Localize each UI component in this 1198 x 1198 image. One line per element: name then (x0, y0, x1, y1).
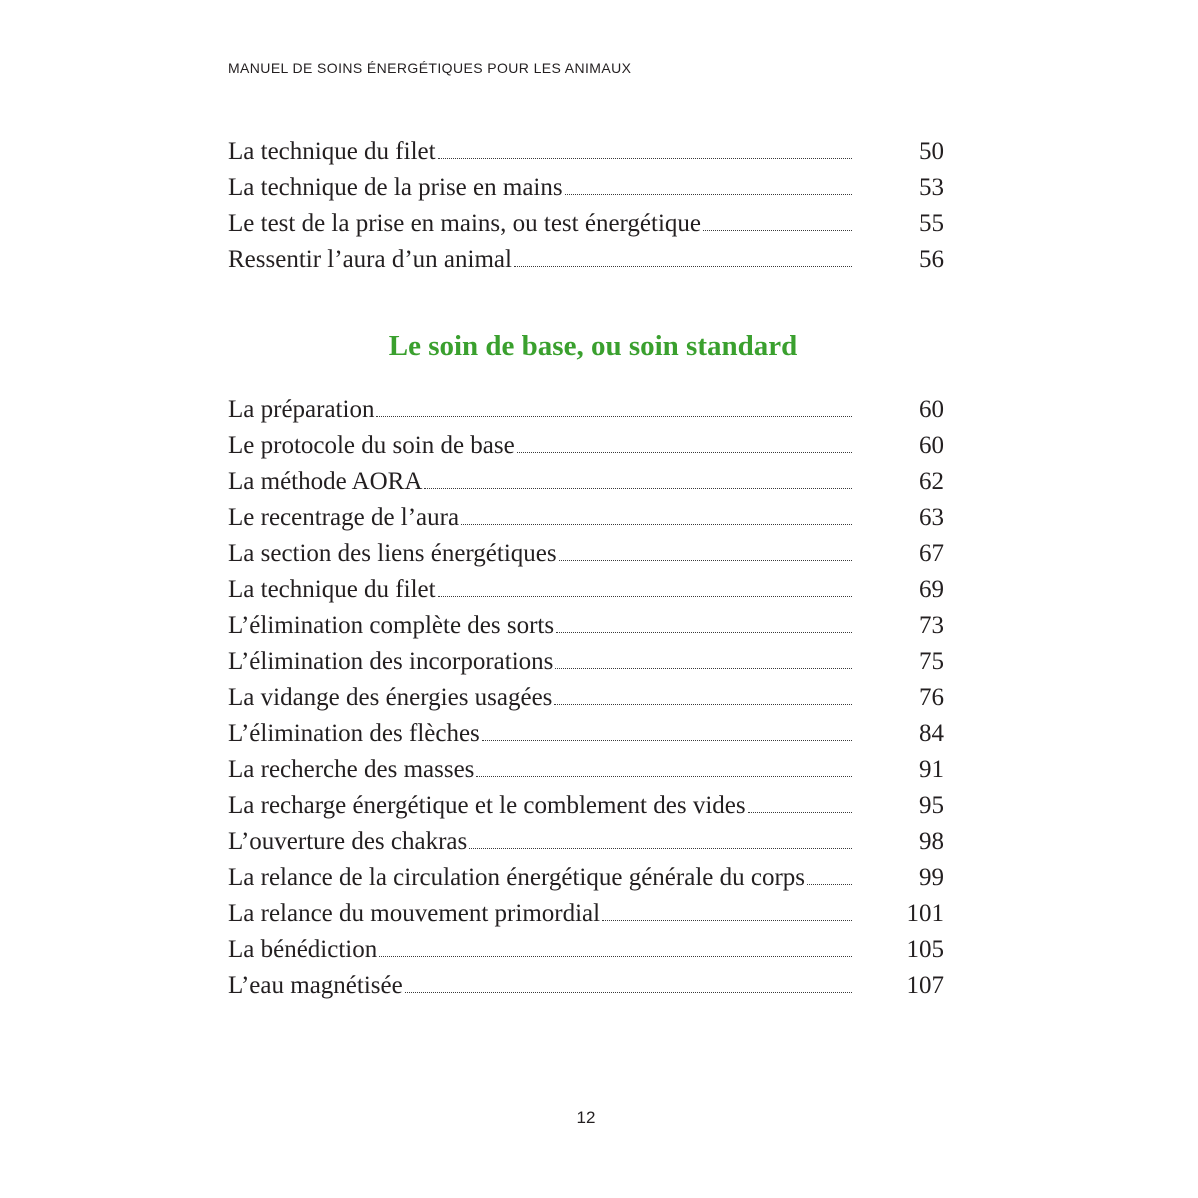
toc-entry-page: 60 (919, 432, 944, 459)
toc-entry[interactable] (228, 968, 944, 1004)
dot-leader (469, 824, 852, 860)
dot-leader (379, 932, 852, 968)
toc-entry-page: 60 (919, 396, 944, 423)
toc-entry-page: 69 (919, 576, 944, 603)
dot-leader (424, 464, 852, 500)
toc-entry-title: La relance de la circulation énergétique générale du corps (228, 860, 807, 896)
toc-entry[interactable] (228, 500, 944, 536)
toc-entry-page: 63 (919, 504, 944, 531)
toc-entry-page: 101 (906, 900, 944, 927)
toc-entry-title: L’élimination complète des sorts (228, 608, 556, 644)
toc-entry-title: La technique de la prise en mains (228, 170, 565, 206)
toc-entry[interactable] (228, 206, 944, 242)
toc-entry[interactable] (228, 680, 944, 716)
toc-entry-title: La vidange des énergies usagées (228, 680, 554, 716)
toc-entry[interactable] (228, 170, 944, 206)
dot-leader (703, 206, 852, 242)
toc-entry[interactable] (228, 896, 944, 932)
toc-entry[interactable] (228, 464, 944, 500)
dot-leader (555, 644, 852, 680)
toc-entry-page: 55 (919, 210, 944, 237)
dot-leader (514, 242, 852, 278)
toc-entry-title: L’eau magnétisée (228, 968, 405, 1004)
toc-entry-title: La relance du mouvement primordial (228, 896, 602, 932)
toc-entry-page: 53 (919, 174, 944, 201)
dot-leader (438, 572, 852, 608)
toc-entry-page: 105 (906, 936, 944, 963)
toc-entry-page: 91 (919, 756, 944, 783)
toc-entry[interactable] (228, 242, 944, 278)
dot-leader (376, 392, 852, 428)
toc-entry-title: L’élimination des incorporations (228, 644, 555, 680)
toc-entry-title: Ressentir l’aura d’un animal (228, 242, 514, 278)
toc-entry[interactable] (228, 572, 944, 608)
dot-leader (554, 680, 852, 716)
dot-leader (602, 896, 852, 932)
toc-entry-title: La section des liens énergétiques (228, 536, 559, 572)
dot-leader (517, 428, 852, 464)
dot-leader (461, 500, 852, 536)
toc-list-soin-de-base (228, 392, 944, 1004)
toc-entry-title: Le test de la prise en mains, ou test énergétique (228, 206, 703, 242)
toc-entry-title: L’ouverture des chakras (228, 824, 469, 860)
toc-entry[interactable] (228, 788, 944, 824)
toc-entry[interactable] (228, 134, 944, 170)
toc-entry-title: Le protocole du soin de base (228, 428, 517, 464)
toc-entry[interactable] (228, 608, 944, 644)
dot-leader (559, 536, 852, 572)
toc-entry-page: 67 (919, 540, 944, 567)
toc-entry[interactable] (228, 644, 944, 680)
toc-entry-title: Le recentrage de l’aura (228, 500, 461, 536)
toc-entry[interactable] (228, 716, 944, 752)
toc-entry-title: La recharge énergétique et le comblement des vides (228, 788, 748, 824)
toc-entry-page: 84 (919, 720, 944, 747)
dot-leader (476, 752, 852, 788)
toc-entry-page: 99 (919, 864, 944, 891)
running-header: MANUEL DE SOINS ÉNERGÉTIQUES POUR LES ANIMAUX (228, 60, 632, 76)
section-heading: Le soin de base, ou soin standard (388, 330, 798, 362)
toc-entry-title: La méthode AORA (228, 464, 424, 500)
toc-entry-page: 62 (919, 468, 944, 495)
toc-entry-page: 98 (919, 828, 944, 855)
dot-leader (565, 170, 852, 206)
toc-entry-page: 95 (919, 792, 944, 819)
toc-entry[interactable] (228, 392, 944, 428)
toc-entry-page: 75 (919, 648, 944, 675)
toc-entry-page: 50 (919, 138, 944, 165)
toc-entry[interactable] (228, 536, 944, 572)
page-number: 12 (576, 1108, 596, 1127)
dot-leader (807, 860, 852, 896)
toc-entry[interactable] (228, 428, 944, 464)
toc-entry-title: La bénédiction (228, 932, 379, 968)
dot-leader (438, 134, 852, 170)
dot-leader (556, 608, 852, 644)
toc-entry-title: La préparation (228, 392, 376, 428)
toc-entry-title: La recherche des masses (228, 752, 476, 788)
toc-entry-title: La technique du filet (228, 134, 438, 170)
dot-leader (748, 788, 852, 824)
toc-entry-title: La technique du filet (228, 572, 438, 608)
toc-entry-page: 76 (919, 684, 944, 711)
dot-leader (405, 968, 852, 1004)
toc-entry-page: 56 (919, 246, 944, 273)
toc-entry[interactable] (228, 860, 944, 896)
toc-entry-title: L’élimination des flèches (228, 716, 482, 752)
toc-list-intro (228, 134, 944, 278)
toc-entry[interactable] (228, 932, 944, 968)
dot-leader (482, 716, 852, 752)
toc-entry[interactable] (228, 824, 944, 860)
toc-entry-page: 73 (919, 612, 944, 639)
toc-entry-page: 107 (906, 972, 944, 999)
toc-entry[interactable] (228, 752, 944, 788)
